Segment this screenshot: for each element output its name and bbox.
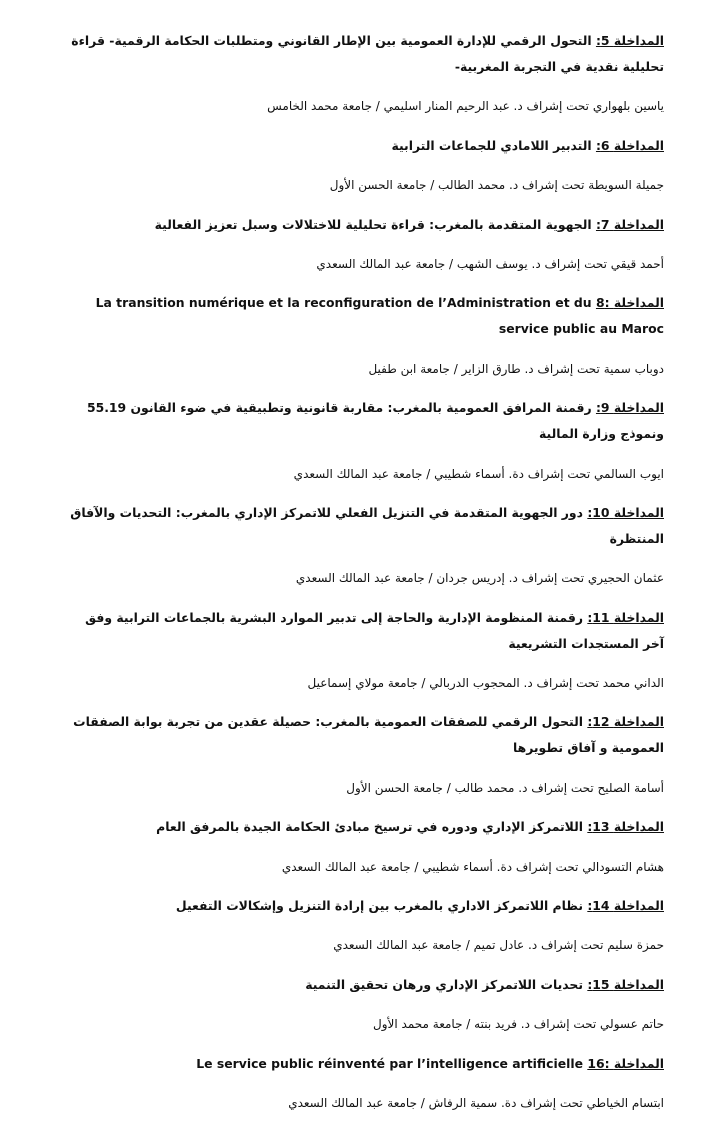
label-prefix: المداخلة — [613, 400, 664, 416]
intervention-label — [596, 400, 664, 415]
intervention-title-text: تحديات اللاتمركز الإداري ورهان تحقيق التنمية — [305, 976, 583, 992]
intervention-label — [587, 819, 664, 834]
intervention-author: هشام التسودالي تحت إشراف دة. أسماء شطيبي / جامعة عبد المالك السعدي — [281, 859, 664, 874]
intervention-title — [68, 395, 664, 447]
intervention-number: 15: — [587, 976, 610, 992]
intervention-title — [68, 212, 664, 238]
intervention-title — [68, 709, 664, 761]
label-prefix: المداخلة — [613, 714, 664, 730]
intervention-number: 10: — [587, 504, 610, 520]
intervention-title — [68, 1051, 664, 1077]
intervention-number: 7: — [595, 216, 610, 232]
intervention-author: عثمان الحجيري تحت إشراف د. إدريس جردان / جامعة عبد المالك السعدي — [295, 571, 664, 586]
intervention-title — [68, 500, 664, 552]
intervention-author: جميلة السويطة تحت إشراف د. محمد الطالب / جامعة الحسن الأول — [329, 178, 664, 193]
intervention-title-text: التحول الرقمي للصفقات العمومية بالمغرب: حصيلة عقدين من تجربة بوابة الصفقات العمومية و آفاق تطويرها — [73, 714, 664, 756]
intervention-number: 12: — [587, 714, 610, 730]
intervention-number: :8 — [595, 295, 610, 311]
intervention-title — [68, 290, 664, 342]
intervention-author: ياسين بلهواري تحت إشراف د. عبد الرحيم المنار اسليمي / جامعة محمد الخامس — [267, 99, 664, 114]
label-prefix: المداخلة — [613, 504, 664, 520]
intervention-title-text: التدبير اللامادي للجماعات الترابية — [391, 137, 592, 153]
intervention-label — [587, 505, 664, 520]
intervention-number: 13: — [587, 819, 610, 835]
intervention-title-text: رقمنة المنظومة الإدارية والحاجة إلى تدبير الموارد البشرية بالجماعات الترابية وفق آخر المستجدات التشريعية — [85, 609, 664, 651]
label-prefix: المداخلة — [613, 898, 664, 914]
intervention-author: أسامة الصليح تحت إشراف د. محمد طالب / جامعة الحسن الأول — [346, 780, 664, 795]
label-prefix: المداخلة — [613, 295, 664, 311]
intervention-title-text: Le service public réinventé par l’intelligence artificielle — [196, 1055, 583, 1071]
intervention-number: 6: — [595, 137, 610, 153]
intervention-number: 14: — [587, 898, 610, 914]
intervention-label — [587, 898, 664, 913]
intervention-title-text: الجهوية المتقدمة بالمغرب: قراءة تحليلية للاختلالات وسبل تعزيز الفعالية — [154, 216, 592, 232]
intervention-number: 9: — [595, 400, 610, 416]
intervention-title-text: رقمنة المرافق العمومية بالمغرب: مقاربة قانونية وتطبيقية في ضوء القانون 55.19 ونموذج وزارة المالية — [86, 400, 664, 442]
intervention-label — [587, 977, 664, 992]
intervention-label — [587, 610, 664, 625]
intervention-author: ابتسام الخياطي تحت إشراف دة. سمية الرفاش / جامعة عبد المالك السعدي — [288, 1095, 664, 1110]
intervention-title-text: التحول الرقمي للإدارة العمومية بين الإطار القانوني ومتطلبات الحكامة الرقمية- قراءة تحليلية نقدية في التجربة المغربية- — [71, 33, 664, 74]
intervention-author: أحمد قيقي تحت إشراف د. يوسف الشهب / جامعة عبد المالك السعدي — [316, 256, 664, 271]
intervention-title — [68, 605, 664, 657]
intervention-title — [68, 972, 664, 998]
intervention-label — [596, 138, 664, 153]
intervention-label — [596, 33, 664, 48]
label-prefix: المداخلة — [613, 1055, 664, 1071]
intervention-title — [68, 28, 664, 80]
intervention-title-text: La transition numérique et la reconfiguration de l’Administration et du service public au Maroc — [95, 295, 664, 337]
intervention-author: حاتم عسولي تحت إشراف د. فريد بنته / جامعة محمد الأول — [373, 1017, 664, 1032]
document-page — [68, 28, 664, 1129]
intervention-label — [596, 295, 664, 310]
label-prefix: المداخلة — [613, 609, 664, 625]
intervention-author: حمزة سليم تحت إشراف د. عادل تميم / جامعة عبد المالك السعدي — [333, 938, 664, 953]
intervention-author: دوباب سمية تحت إشراف د. طارق الزاير / جامعة ابن طفيل — [368, 361, 664, 376]
label-prefix: المداخلة — [613, 33, 664, 48]
label-prefix: المداخلة — [613, 137, 664, 153]
intervention-title — [68, 133, 664, 159]
intervention-title-text: نظام اللاتمركز الاداري بالمغرب بين إرادة التنزيل وإشكالات التفعيل — [175, 898, 583, 914]
label-prefix: المداخلة — [613, 976, 664, 992]
intervention-title — [68, 814, 664, 840]
intervention-title-text: دور الجهوية المتقدمة في التنزيل الفعلي للاتمركز الإداري بالمغرب: التحديات والآفاق المنتظرة — [70, 504, 664, 546]
intervention-number: 5: — [595, 33, 610, 48]
label-prefix: المداخلة — [613, 819, 664, 835]
intervention-title — [68, 893, 664, 919]
intervention-label — [587, 1056, 664, 1071]
intervention-author: ايوب السالمي تحت إشراف دة. أسماء شطيبي / جامعة عبد المالك السعدي — [293, 466, 664, 481]
intervention-number: 11: — [587, 609, 610, 625]
intervention-number: :16 — [587, 1055, 610, 1071]
intervention-label — [596, 217, 664, 232]
label-prefix: المداخلة — [613, 216, 664, 232]
intervention-author: الداني محمد تحت إشراف د. المحجوب الدربالي / جامعة مولاي إسماعيل — [307, 676, 664, 691]
intervention-title-text: اللاتمركز الإداري ودوره في ترسيخ مبادئ الحكامة الجيدة بالمرفق العام — [156, 819, 583, 835]
intervention-label — [587, 714, 664, 729]
